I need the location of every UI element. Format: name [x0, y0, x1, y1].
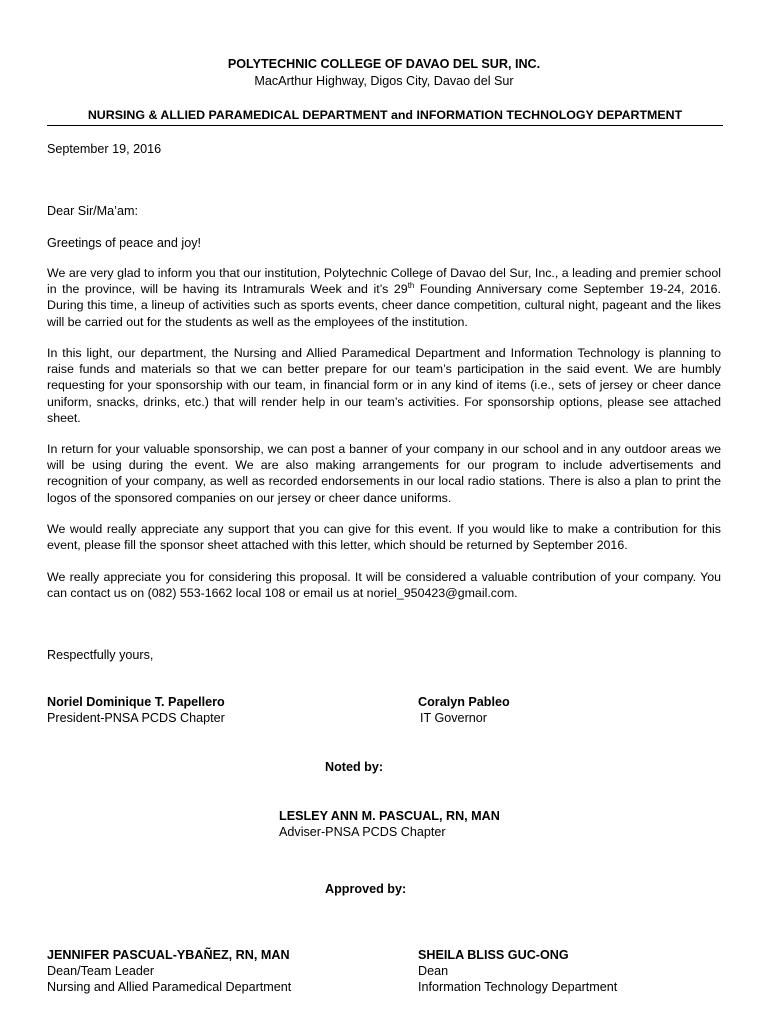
salutation: Dear Sir/Ma’am: [47, 204, 138, 218]
department-heading: NURSING & ALLIED PARAMEDICAL DEPARTMENT and INFORMATION TECHNOLOGY DEPARTMENT [87, 108, 683, 122]
letter-date: September 19, 2016 [47, 142, 162, 156]
noted-name: LESLEY ANN M. PASCUAL, RN, MAN [279, 809, 500, 823]
noted-label: Noted by: [325, 760, 384, 774]
body-paragraph-4: We would really appreciate any support that you can give for this event. If you would like to make a contribution for this event, please fill the sponsor sheet attached with this letter, which should be returned by September 2016. [47, 522, 721, 553]
body-paragraph-3: In return for your valuable sponsorship, we can post a banner of your company in our school and in any outdoor areas we will be using during the event. We are also making arrangements for our program to include advertisements and recognition of your company, as well as recorded endorsements in our local radio stations. There is also a plan to print the logos of the sponsored companies on our jersey or cheer dance uniforms. [47, 442, 721, 505]
approver-left-department: Nursing and Allied Paramedical Department [47, 980, 292, 994]
signatory-left-name: Noriel Dominique T. Papellero [47, 695, 225, 709]
approved-label: Approved by: [325, 882, 407, 896]
header-divider [47, 125, 723, 126]
body-paragraph-5: We really appreciate you for considering this proposal. It will be considered a valuable contribution of your company. You can contact us on (082) 553-1662 local 108 or email us at noriel_950423@gmail.com. [47, 570, 721, 601]
p1-text-a: We are very glad to inform you that our institution, Polytechnic College of Davao del Sur, Inc., a leading and premier school in the province, will be having its Intramurals Week and it’s 29 [47, 266, 721, 297]
signatory-right-name: Coralyn Pableo [418, 695, 510, 709]
institution-name: POLYTECHNIC COLLEGE OF DAVAO DEL SUR, INC. [227, 57, 541, 71]
signatory-left-title: President-PNSA PCDS Chapter [47, 711, 225, 725]
signatory-right-title: IT Governor [420, 711, 487, 725]
letterhead [0, 56, 768, 90]
approver-right-title: Dean [418, 964, 449, 978]
approver-left-name: JENNIFER PASCUAL-YBAÑEZ, RN, MAN [47, 948, 290, 962]
noted-title: Adviser-PNSA PCDS Chapter [279, 825, 446, 839]
approver-right-department: Information Technology Department [418, 980, 618, 994]
closing: Respectfully yours, [47, 648, 154, 662]
approver-left-title: Dean/Team Leader [47, 964, 155, 978]
approver-right-name: SHEILA BLISS GUC-ONG [418, 948, 569, 962]
p1-ordinal-suffix: th [407, 281, 415, 291]
greeting: Greetings of peace and joy! [47, 236, 202, 250]
p1-text-b: Founding Anniversary come September 19-24, 2016. During this time, a lineup of activities such as sports events, cheer dance competition, cultural night, pageant and the likes will be carried out for the students as well as the employees of the institution. [47, 282, 722, 329]
body-paragraph-1 [47, 265, 721, 330]
institution-address: MacArthur Highway, Digos City, Davao del Sur [254, 74, 514, 88]
body-paragraph-2: In this light, our department, the Nursing and Allied Paramedical Department and Information Technology is planning to raise funds and materials so that we can better prepare for our team’s participation in the said event. We are humbly requesting for your sponsorship with our team, in financial form or in any kind of items (i.e., sets of jersey or cheer dance uniform, snacks, drinks, etc.) that will render help in our team’s activities. For sponsorship options, please see attached sheet. [47, 346, 721, 425]
